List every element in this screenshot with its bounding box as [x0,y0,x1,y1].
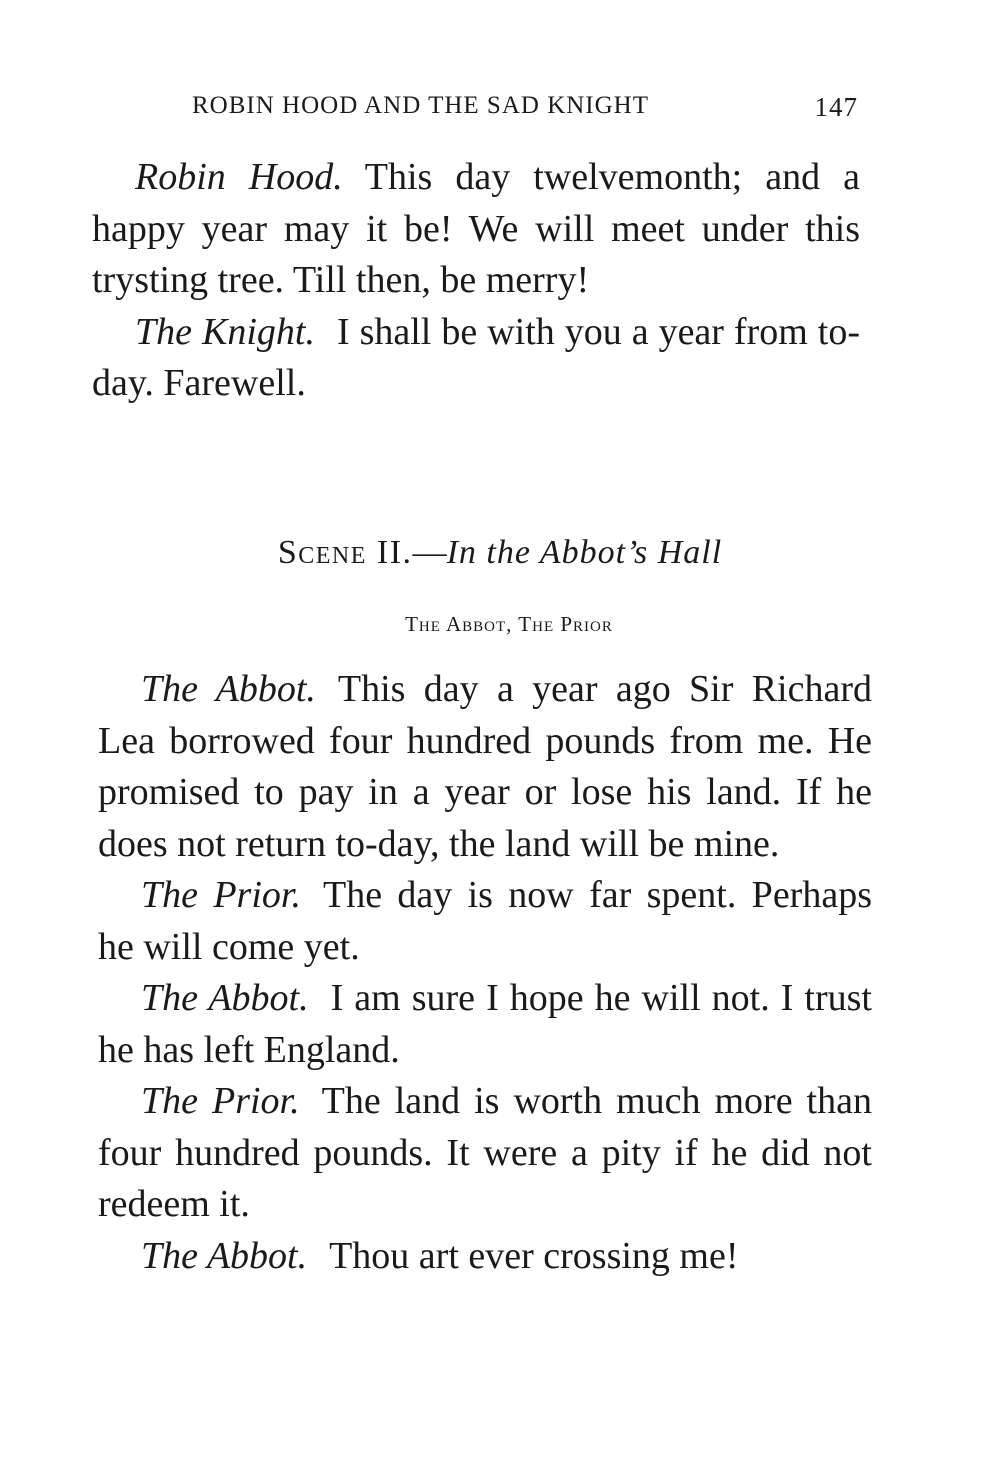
scene-characters: The Abbot, The Prior [405,612,613,636]
speech-text: This day a year ago Sir Richard Lea borrowed four hundred pounds from me. He promised to pay in a year or lose his land. If he does not return to-day, the land will be mine. [98,668,872,865]
scene-heading [0,534,1000,572]
speaker-name: The Abbot. [141,977,309,1019]
speaker-name: The Knight. [135,310,315,353]
speech-text: I shall be with you a year from to-day. Farewell. [92,310,860,404]
running-title: ROBIN HOOD AND THE SAD KNIGHT [192,92,650,119]
dialogue-line [98,973,872,1076]
speech-text: The land is worth much more than four hundred pounds. It were a pity if he did not redeem it. [98,1080,872,1225]
dialogue-line [98,1231,872,1283]
speech-text: Thou art ever crossing me! [329,1234,739,1277]
speech-text: I am sure I hope he will not. I trust he has left England. [98,977,872,1071]
scene-setting: In the Abbot’s Hall [446,534,723,571]
page-number: 147 [814,92,858,122]
dialogue-line [92,307,860,410]
dialogue-after-scene [98,664,872,1282]
speaker-name: The Abbot. [141,668,316,710]
speaker-name: The Abbot. [141,1234,308,1277]
dialogue-before-scene [92,152,860,410]
dialogue-line [98,664,872,870]
speech-text: This day twelvemonth; and a happy year may it be! We will meet under this trysting tree. Till then, be merry! [92,156,860,301]
speaker-name: The Prior. [141,874,301,916]
speaker-name: Robin Hood. [135,156,343,198]
dialogue-line [98,870,872,973]
scene-label: Scene II. [277,534,413,571]
speech-text: The day is now far spent. Perhaps he will come yet. [98,874,872,968]
dialogue-line [98,1076,872,1231]
running-head [192,92,858,126]
dialogue-line [92,152,860,307]
speaker-name: The Prior. [141,1080,300,1122]
scene-dash: — [412,534,447,571]
